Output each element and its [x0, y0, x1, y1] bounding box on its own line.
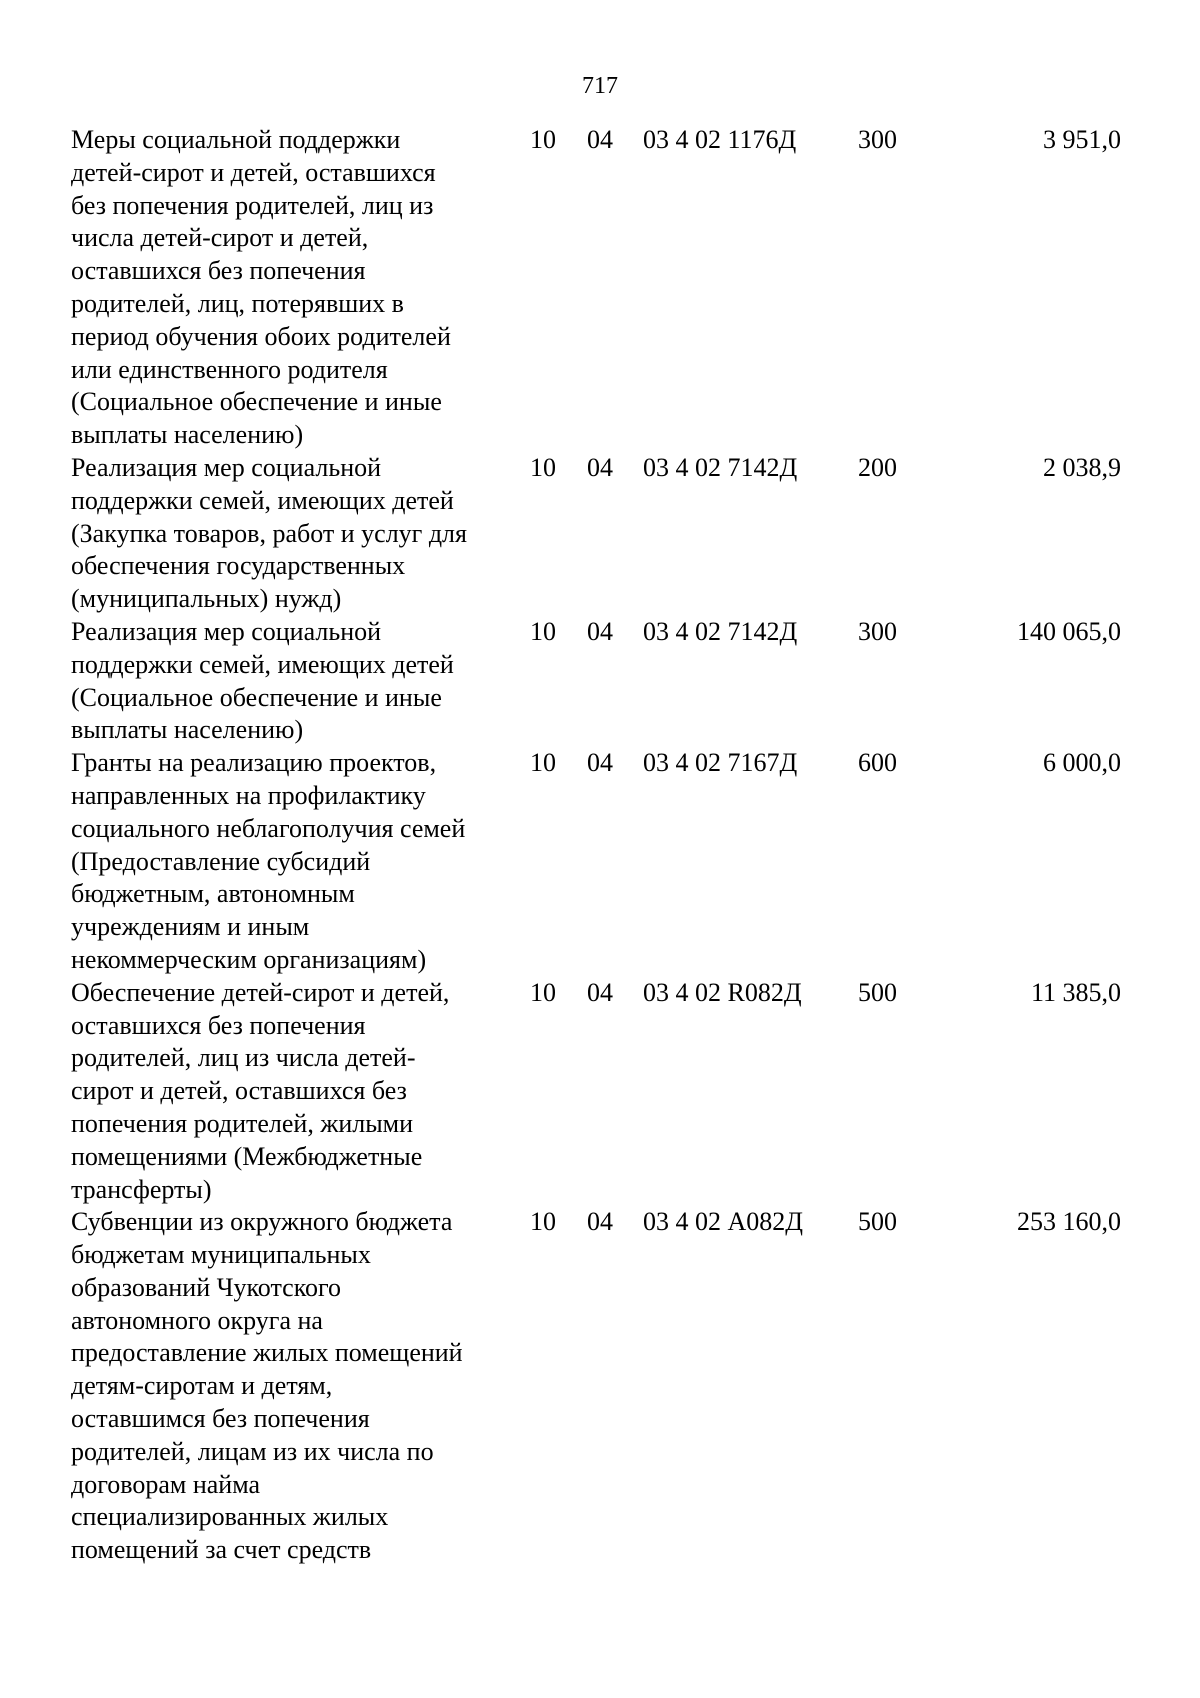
subsection-code: 04	[587, 977, 613, 1007]
amount: 3 951,0	[1043, 125, 1121, 154]
expense-type-code: 300	[858, 616, 897, 646]
section-code: 10	[530, 452, 556, 482]
table-row	[71, 616, 1121, 747]
subsection-code: 04	[587, 748, 613, 778]
subsection-code: 04	[587, 616, 613, 646]
table-row	[71, 977, 1121, 1207]
expense-name: Реализация мер социальной поддержки семей, имеющих детей (Закупка товаров, работ и услуг для обеспечения государственных (муниципальных) нужд)	[71, 452, 467, 614]
section-code: 10	[530, 748, 556, 778]
amount: 140 065,0	[1017, 616, 1121, 646]
expense-name: Меры социальной поддержки детей-сирот и детей, оставшихся без попечения родителей, лиц из числа детей-сирот и детей, оставшихся без попечения родителей, лиц, потерявших в период обучения обоих родителей или единственного родителя (Социальное обеспечение и иные выплаты населению)	[71, 125, 451, 450]
expense-name: Реализация мер социальной поддержки семей, имеющих детей (Социальное обеспечение и иные выплаты населению)	[71, 616, 454, 745]
target-article-code: 03 4 02 7142Д	[643, 452, 798, 482]
section-code: 10	[530, 125, 556, 154]
budget-table	[71, 124, 1121, 1567]
expense-name: Субвенции из окружного бюджета бюджетам муниципальных образований Чукотского автономного округа на предоставление жилых помещений детям-сиротам и детям, оставшимся без попечения родителей, лицам из их числа по договорам найма специализированных жилых помещений за счет средств	[71, 1207, 463, 1565]
table-row	[71, 124, 1121, 452]
amount: 11 385,0	[1030, 977, 1121, 1007]
amount: 6 000,0	[1043, 748, 1121, 778]
subsection-code: 04	[587, 125, 613, 154]
amount: 253 160,0	[1017, 1207, 1121, 1237]
expense-type-code: 600	[858, 748, 897, 778]
subsection-code: 04	[587, 1207, 613, 1237]
section-code: 10	[530, 977, 556, 1007]
expense-type-code: 300	[858, 125, 897, 154]
table-row	[71, 747, 1121, 977]
target-article-code: 03 4 02 7142Д	[643, 616, 798, 646]
table-row	[71, 1206, 1121, 1567]
expense-type-code: 500	[858, 977, 897, 1007]
table-row	[71, 452, 1121, 616]
target-article-code: 03 4 02 R082Д	[643, 977, 802, 1007]
target-article-code: 03 4 02 7167Д	[643, 748, 798, 778]
expense-type-code: 500	[858, 1207, 897, 1237]
expense-name: Гранты на реализацию проектов, направленных на профилактику социального неблагополучия семей (Предоставление субсидий бюджетным, автономным учреждениям и иным некоммерческим организациям)	[71, 748, 466, 974]
subsection-code: 04	[587, 452, 613, 482]
expense-type-code: 200	[858, 452, 897, 482]
page-number: 717	[582, 73, 618, 99]
section-code: 10	[530, 1207, 556, 1237]
expense-name: Обеспечение детей-сирот и детей, оставшихся без попечения родителей, лиц из числа детей- сирот и детей, оставшихся без попечения родителей, жилыми помещениями (Межбюджетные трансферты)	[71, 977, 450, 1204]
amount: 2 038,9	[1043, 452, 1121, 482]
section-code: 10	[530, 616, 556, 646]
target-article-code: 03 4 02 1176Д	[643, 125, 797, 154]
target-article-code: 03 4 02 А082Д	[643, 1207, 804, 1237]
